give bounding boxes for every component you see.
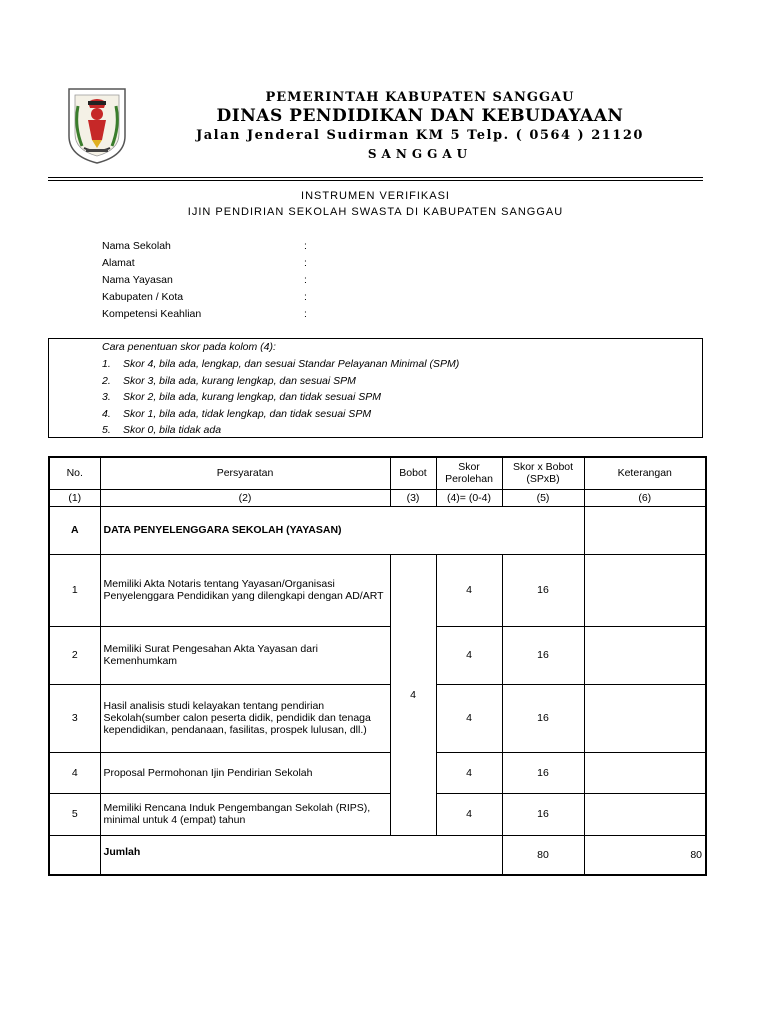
total-blank	[49, 835, 100, 875]
row-skor-x-bobot: 16	[502, 752, 584, 793]
row-skor: 4	[436, 554, 502, 626]
row-no: 5	[49, 793, 100, 835]
colnum: (3)	[390, 489, 436, 506]
row-keterangan	[584, 554, 706, 626]
colnum: (5)	[502, 489, 584, 506]
table-row	[49, 752, 706, 793]
field-separator: :	[304, 308, 307, 320]
field-label-nama-sekolah: Nama Sekolah	[102, 240, 171, 252]
criteria-number: 3.	[102, 391, 111, 403]
row-persyaratan: Proposal Permohonan Ijin Pendirian Sekolah	[100, 752, 390, 793]
table-row	[49, 684, 706, 752]
criteria-number: 4.	[102, 408, 111, 420]
criteria-number: 2.	[102, 375, 111, 387]
field-label-kabupaten: Kabupaten / Kota	[102, 291, 184, 303]
kabupaten-sanggau-emblem	[66, 86, 128, 164]
field-label-nama-yayasan: Nama Yayasan	[102, 274, 173, 286]
field-separator: :	[304, 274, 307, 286]
total-keterangan: 80	[584, 835, 706, 875]
row-keterangan	[584, 626, 706, 684]
row-persyaratan: Memiliki Akta Notaris tentang Yayasan/Organisasi Penyelenggara Pendidikan yang dilengkapi dengan AD/ART	[100, 554, 390, 626]
colnum: (6)	[584, 489, 706, 506]
field-separator: :	[304, 291, 307, 303]
header-sxb-line1: Skor x Bobot	[512, 461, 574, 474]
row-skor-x-bobot: 16	[502, 793, 584, 835]
bobot-value: 4	[390, 554, 436, 835]
criteria-heading: Cara penentuan skor pada kolom (4):	[102, 341, 276, 353]
criteria-item: Skor 2, bila ada, kurang lengkap, dan tidak sesuai SPM	[123, 391, 381, 403]
row-no: 2	[49, 626, 100, 684]
header-divider-bottom	[48, 180, 703, 181]
header-skor-perolehan	[436, 457, 502, 489]
header-sxb-line2: (SPxB)	[526, 473, 560, 486]
section-row	[49, 506, 706, 554]
field-label-alamat: Alamat	[102, 257, 135, 269]
criteria-item: Skor 4, bila ada, lengkap, dan sesuai Standar Pelayanan Minimal (SPM)	[123, 358, 460, 370]
total-label: Jumlah	[100, 835, 502, 875]
row-skor-x-bobot: 16	[502, 554, 584, 626]
section-code: A	[49, 506, 100, 554]
header-persyaratan: Persyaratan	[100, 457, 390, 489]
total-row	[49, 835, 706, 875]
section-keterangan	[584, 506, 706, 554]
document-title: INSTRUMEN VERIFIKASI	[301, 190, 450, 202]
verification-table	[48, 456, 707, 876]
header-skor-line2: Perolehan	[445, 473, 493, 486]
row-skor: 4	[436, 684, 502, 752]
header-line-1: PEMERINTAH KABUPATEN SANGGAU	[265, 90, 575, 105]
row-skor: 4	[436, 626, 502, 684]
section-title: DATA PENYELENGGARA SEKOLAH (YAYASAN)	[100, 506, 584, 554]
header-skor-x-bobot	[502, 457, 584, 489]
document-subtitle: IJIN PENDIRIAN SEKOLAH SWASTA DI KABUPATEN SANGGAU	[187, 206, 564, 218]
field-separator: :	[304, 240, 307, 252]
table-row	[49, 793, 706, 835]
header-skor-line1: Skor	[458, 461, 480, 474]
row-skor: 4	[436, 752, 502, 793]
row-no: 1	[49, 554, 100, 626]
criteria-number: 1.	[102, 358, 111, 370]
colnum: (1)	[49, 489, 100, 506]
scoring-criteria-box	[48, 338, 703, 438]
colnum: (4)= (0-4)	[436, 489, 502, 506]
field-separator: :	[304, 257, 307, 269]
row-keterangan	[584, 684, 706, 752]
row-keterangan	[584, 793, 706, 835]
row-no: 4	[49, 752, 100, 793]
header-line-2: DINAS PENDIDIKAN DAN KEBUDAYAAN	[216, 106, 624, 126]
criteria-number: 5.	[102, 424, 111, 436]
row-no: 3	[49, 684, 100, 752]
header-divider-top	[48, 177, 703, 178]
header-no: No.	[49, 457, 100, 489]
criteria-item: Skor 0, bila tidak ada	[123, 424, 222, 436]
criteria-item: Skor 1, bila ada, tidak lengkap, dan tidak sesuai SPM	[123, 408, 372, 420]
row-persyaratan: Hasil analisis studi kelayakan tentang pendirian Sekolah(sumber calon peserta didik, pendidik dan tenaga kependidikan, pendanaan, fasilitas, prospek lulusan, dll.)	[100, 684, 390, 752]
header-keterangan: Keterangan	[584, 457, 706, 489]
header-bobot: Bobot	[390, 457, 436, 489]
row-skor: 4	[436, 793, 502, 835]
table-row	[49, 554, 706, 626]
header-address: Jalan Jenderal Sudirman KM 5 Telp. ( 0564 ) 21120	[196, 128, 644, 143]
table-row	[49, 626, 706, 684]
row-skor-x-bobot: 16	[502, 684, 584, 752]
row-persyaratan: Memiliki Rencana Induk Pengembangan Sekolah (RIPS), minimal untuk 4 (empat) tahun	[100, 793, 390, 835]
field-label-kompetensi: Kompetensi Keahlian	[102, 308, 202, 320]
colnum: (2)	[100, 489, 390, 506]
total-skor-x-bobot: 80	[502, 835, 584, 875]
header-city: SANGGAU	[367, 147, 473, 161]
column-number-row	[49, 489, 706, 506]
row-persyaratan: Memiliki Surat Pengesahan Akta Yayasan dari Kemenhumkam	[100, 626, 390, 684]
table-header-row	[49, 457, 706, 489]
row-keterangan	[584, 752, 706, 793]
row-skor-x-bobot: 16	[502, 626, 584, 684]
criteria-item: Skor 3, bila ada, kurang lengkap, dan sesuai SPM	[123, 375, 356, 387]
